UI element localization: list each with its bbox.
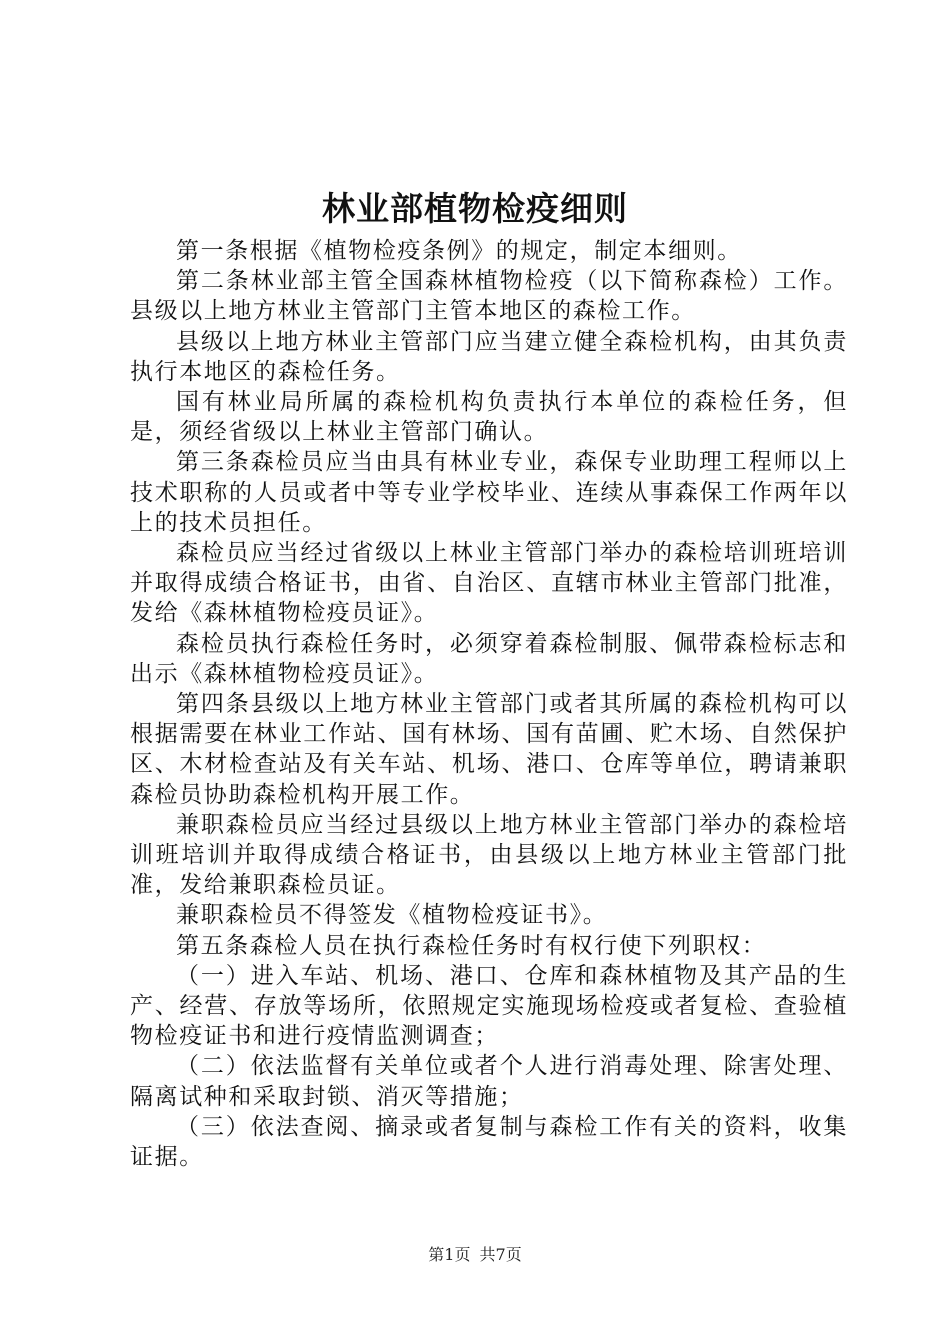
paragraph-article-5-item-2: （二）依法监督有关单位或者个人进行消毒处理、除害处理、隔离试种和采取封锁、消灭等措施； <box>130 1053 848 1110</box>
paragraph-article-5-item-3: （三）依法查阅、摘录或者复制与森检工作有关的资料，收集证据。 <box>130 1113 848 1171</box>
paragraph-article-2: 第二条林业部主管全国森林植物检疫（以下简称森检）工作。县级以上地方林业主管部门主管本地区的森检工作。 <box>130 268 848 325</box>
paragraph-article-1: 第一条根据《植物检疫条例》的规定，制定本细则。 <box>176 238 742 264</box>
page-footer <box>0 1244 950 1266</box>
paragraph-article-5: 第五条森检人员在执行森检任务时有权行使下列职权： <box>176 932 767 959</box>
document-body <box>130 236 848 1172</box>
paragraph-article-2-state-forestry: 国有林业局所属的森检机构负责执行本单位的森检任务，但是，须经省级以上林业主管部门确认。 <box>130 389 848 446</box>
document-title: 林业部植物检疫细则 <box>322 189 628 228</box>
page-number: 第1页 <box>428 1245 471 1264</box>
paragraph-article-2-county: 县级以上地方林业主管部门应当建立健全森检机构，由其负责执行本地区的森检任务。 <box>130 328 848 385</box>
paragraph-article-4-part-time-training: 兼职森检员应当经过县级以上地方林业主管部门举办的森检培训班培训并取得成绩合格证书，由县级以上地方林业主管部门批准，发给兼职森检员证。 <box>130 811 848 899</box>
paragraph-article-3-training: 森检员应当经过省级以上林业主管部门举办的森检培训班培训并取得成绩合格证书，由省、自治区、直辖市林业主管部门批准，发给《森林植物检疫员证》。 <box>130 540 848 627</box>
paragraph-article-5-item-1: （一）进入车站、机场、港口、仓库和森林植物及其产品的生产、经营、存放等场所，依照规定实施现场检疫或者复检、查验植物检疫证书和进行疫情监测调查； <box>130 962 848 1050</box>
paragraph-article-4: 第四条县级以上地方林业主管部门或者其所属的森检机构可以根据需要在林业工作站、国有林场、国有苗圃、贮木场、自然保护区、木材检查站及有关车站、机场、港口、仓库等单位，聘请兼职森检员协助森检机构开展工作。 <box>130 691 848 808</box>
page-total: 共7页 <box>479 1245 522 1264</box>
paragraph-article-3: 第三条森检员应当由具有林业专业，森保专业助理工程师以上技术职称的人员或者中等专业学校毕业、连续从事森保工作两年以上的技术员担任。 <box>130 449 848 536</box>
paragraph-article-4-restriction: 兼职森检员不得签发《植物检疫证书》。 <box>176 902 608 929</box>
paragraph-article-3-uniform: 森检员执行森检任务时，必须穿着森检制服、佩带森检标志和出示《森林植物检疫员证》。 <box>130 630 848 687</box>
